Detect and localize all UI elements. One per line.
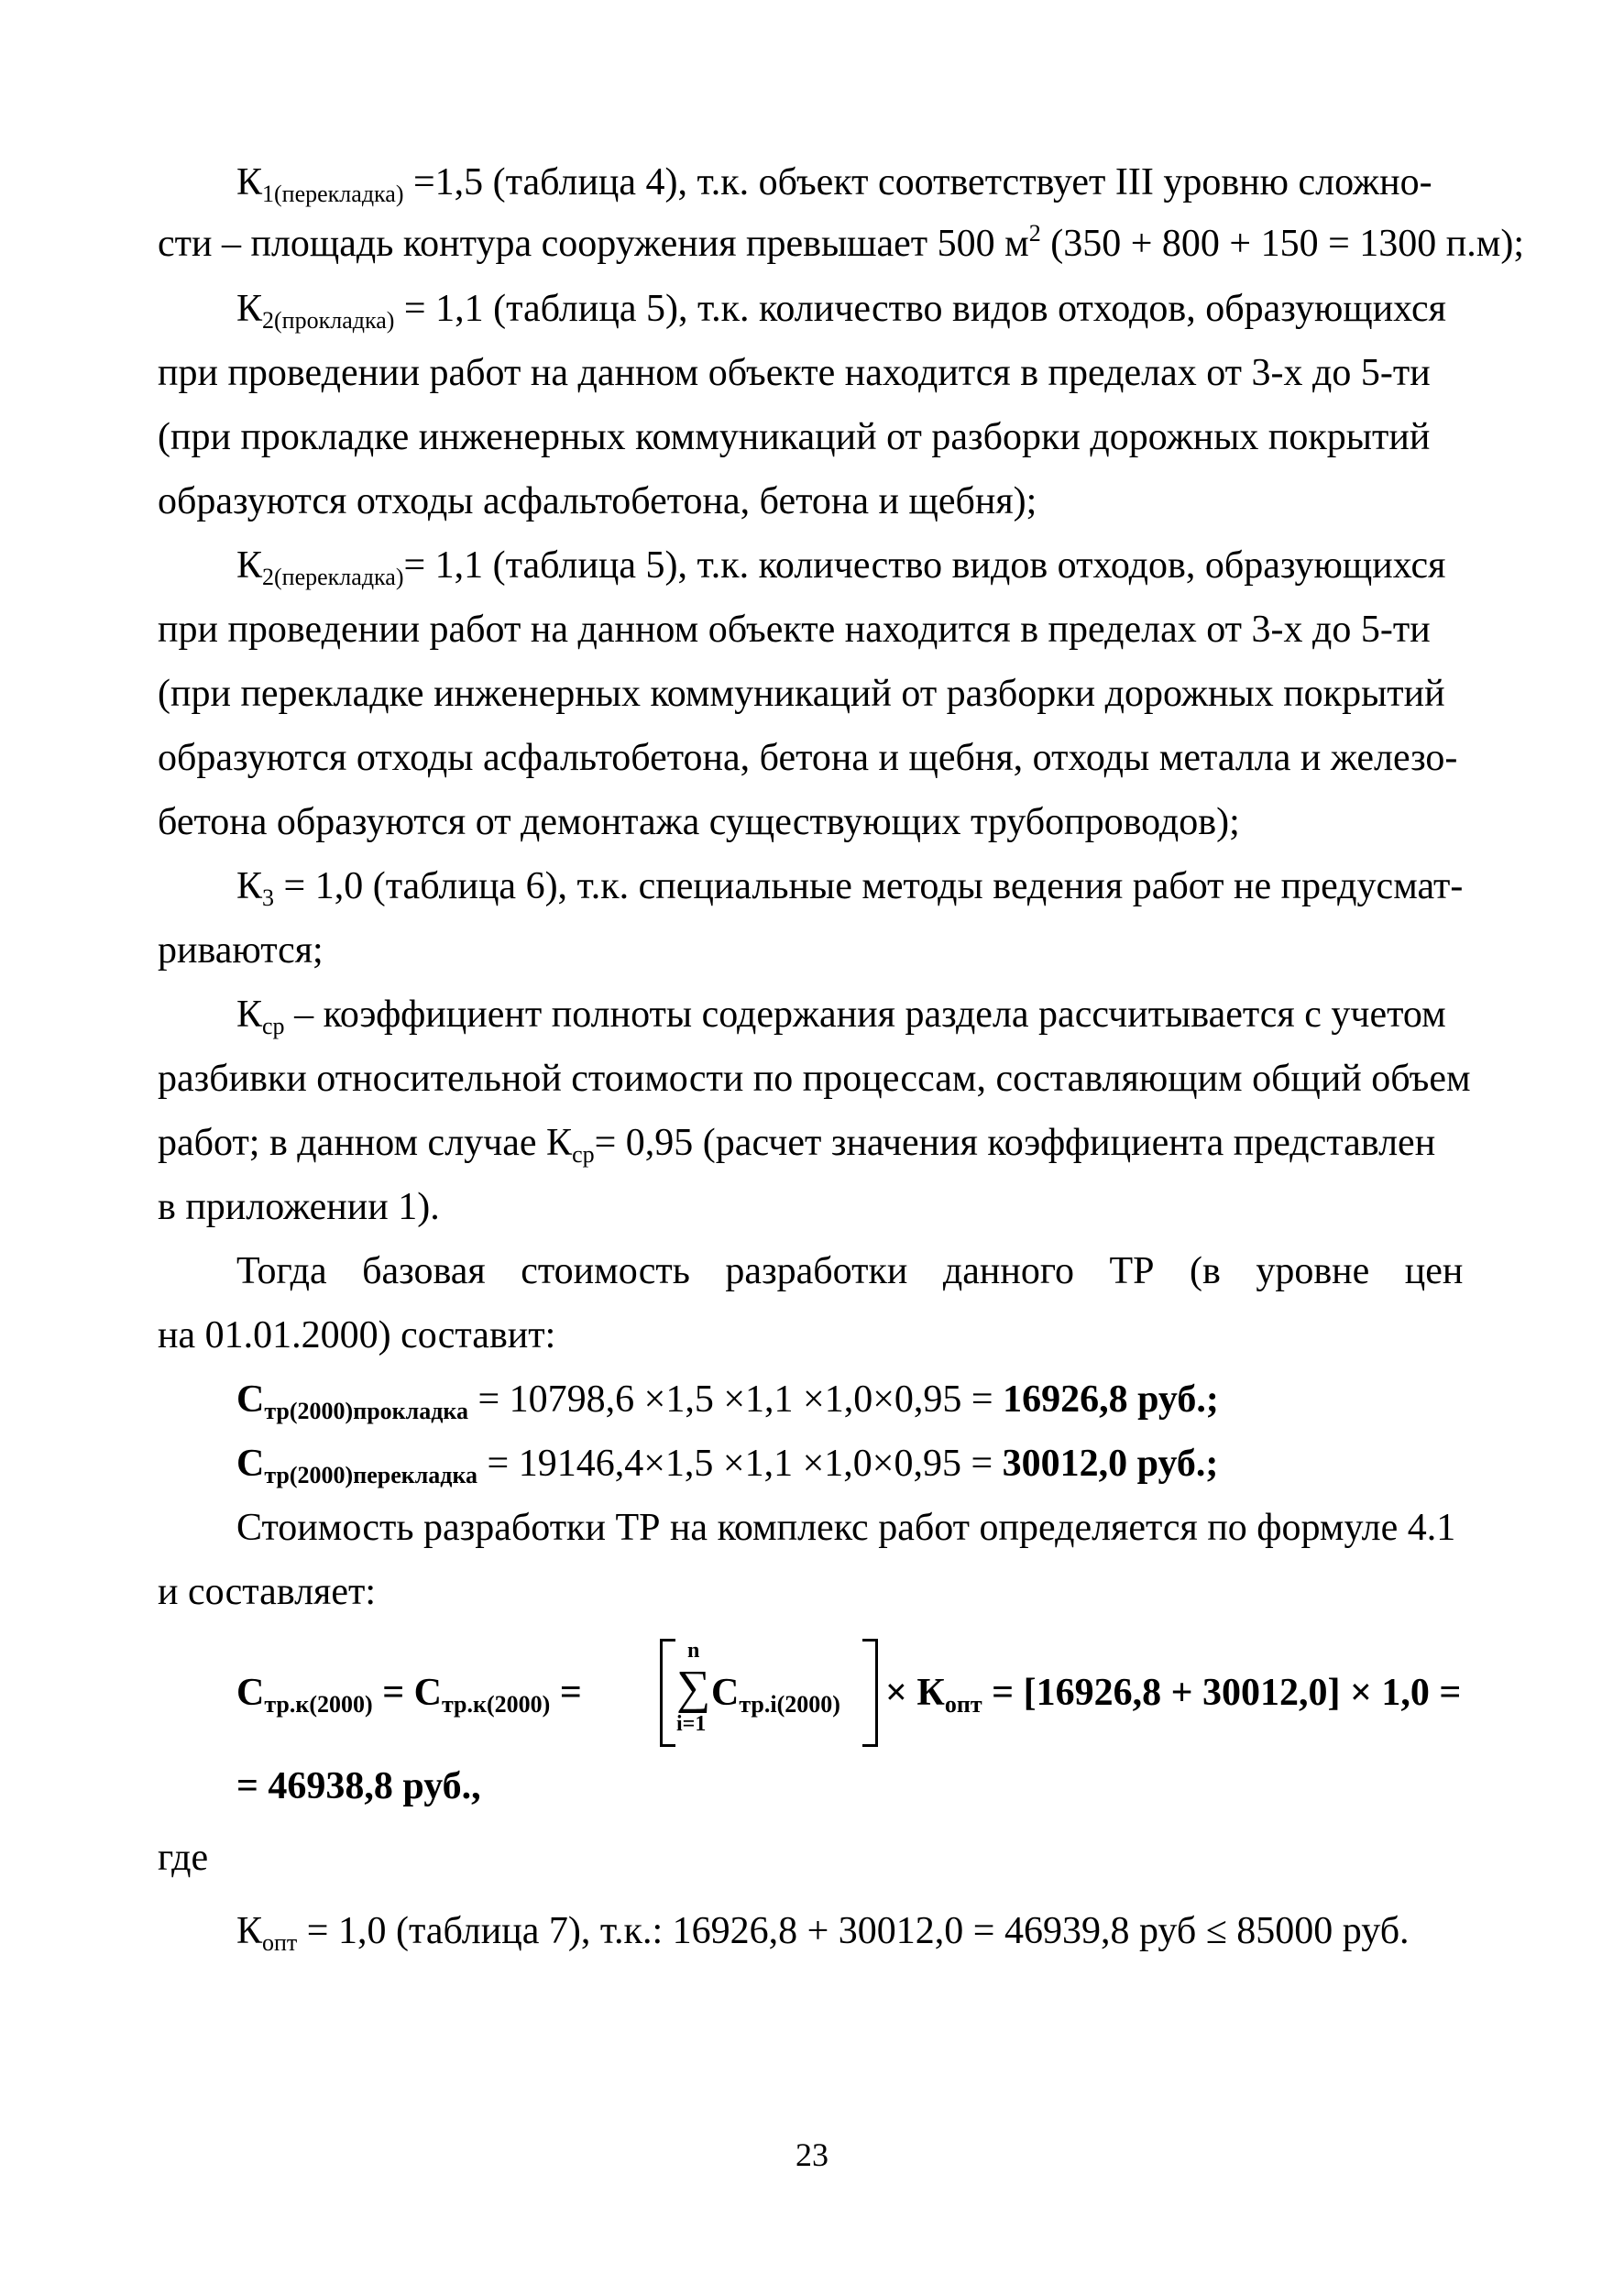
k1-line [236,161,1432,207]
k1-text: =1,5 (таблица 4), т.к. объект соответствует III уровню сложно- [403,161,1432,203]
formula-relaying-result: 30012,0 руб.; [1002,1443,1219,1485]
paragraph-line: при проведении работ на данном объекте находится в пределах от 3-х до 5-ти [158,352,1431,394]
page-number: 23 [796,2136,828,2173]
kopt-text: = 1,0 (таблица 7), т.к.: 16926,8 + 30012,0 = 46939,8 руб ≤ 85000 руб. [297,1910,1410,1952]
k1-symbol: К [236,161,263,203]
formula-laying [236,1378,1219,1424]
area-superscript: 2 [1028,220,1041,247]
equation-result: = 46938,8 руб., [236,1765,481,1807]
k3-line [236,865,1464,911]
k2-relaying-line [236,544,1446,590]
k2-laying-subscript: 2(прокладка) [262,307,395,334]
paragraph-line: и составляет: [158,1571,377,1613]
paragraph-line: (при перекладке инженерных коммуникаций от разборки дорожных покрытий [158,673,1445,715]
right-bracket [862,1639,878,1747]
where-label: где [158,1837,209,1879]
eq-equals-c2: = С [372,1672,442,1714]
paragraph-line: в приложении 1). [158,1186,440,1228]
formula-relaying-symbol: С [236,1443,265,1485]
sigma-symbol: ∑ [676,1662,711,1714]
k2-relaying-symbol: К [236,544,263,587]
eq-kopt-subscript: опт [944,1691,982,1718]
formula-laying-result: 16926,8 руб.; [1003,1378,1219,1421]
formula-relaying-expression: = 19146,4×1,5 ×1,1 ×1,0×0,95 = [477,1443,1003,1485]
area-text-b: (350 + 800 + 150 = 1300 п.м); [1040,223,1525,265]
equation-right [885,1672,1462,1718]
kopt-line [236,1910,1410,1956]
k2-relaying-text: = 1,1 (таблица 5), т.к. количество видов отходов, образующихся [403,544,1446,587]
area-text-a: сти – площадь контура сооружения превышает 500 м [158,223,1029,265]
k2-laying-line [236,288,1446,334]
paragraph-line: разбивки относительной стоимости по процессам, составляющим общий объем [158,1058,1471,1100]
eq-ci-subscript: тр.i(2000) [739,1691,840,1718]
formula-laying-symbol: С [236,1378,265,1421]
then-line: Тогда базовая стоимость разработки данного ТР (в уровне цен [236,1250,1464,1292]
eq-c2-subscript: тр.к(2000) [441,1691,551,1718]
kcp-text: – коэффициент полноты содержания раздела рассчитывается с учетом [284,994,1446,1036]
kcp-subscript: ср [262,1013,285,1039]
area-line [158,220,1525,265]
formula-relaying [236,1443,1219,1488]
paragraph-line: образуются отходы асфальтобетона, бетона и щебня); [158,480,1037,522]
formula-relaying-subscript: тр(2000)перекладка [264,1462,478,1488]
paragraph-line: риваются; [158,929,324,972]
paragraph-line: (при прокладке инженерных коммуникаций от разборки дорожных покрытий [158,416,1431,458]
kopt-symbol: К [236,1910,263,1952]
eq-ci-symbol: С [711,1672,740,1714]
k3-text: = 1,0 (таблица 6), т.к. специальные методы ведения работ не предусмат- [274,865,1464,907]
eq-equals: = [550,1672,582,1714]
eq-times-kopt: × К [885,1672,945,1714]
kcp-value-line [158,1122,1436,1168]
eq-c1-symbol: С [236,1672,265,1714]
formula-laying-expression: = 10798,6 ×1,5 ×1,1 ×1,0×0,95 = [467,1378,1004,1421]
sum-upper-limit: n [687,1639,700,1663]
sum-term [711,1672,840,1718]
paragraph-line: бетона образуются от демонтажа существующих трубопроводов); [158,801,1240,843]
paragraph-line: образуются отходы асфальтобетона, бетона и щебня, отходы металла и железо- [158,737,1458,779]
k3-symbol: К [236,865,263,907]
kcp-symbol: К [236,994,263,1036]
equation-left [236,1672,582,1718]
kopt-subscript: опт [262,1929,298,1956]
kcp-value-text-a: работ; в данном случае К [158,1122,573,1164]
kcp-value-text-b: = 0,95 (расчет значения коэффициента представлен [594,1122,1436,1164]
eq-rest: = [16926,8 + 30012,0] × 1,0 = [982,1672,1462,1714]
formula-laying-subscript: тр(2000)прокладка [264,1398,468,1424]
k2-relaying-subscript: 2(перекладка) [262,564,404,590]
k1-subscript: 1(перекладка) [262,181,404,207]
k2-laying-symbol: К [236,288,263,330]
cost-line: Стоимость разработки ТР на комплекс работ определяется по формуле 4.1 [236,1507,1456,1549]
eq-c1-subscript: тр.к(2000) [264,1691,373,1718]
paragraph-line: на 01.01.2000) составит: [158,1314,556,1356]
kcp-value-subscript: ср [572,1141,595,1168]
kcp-line [236,994,1446,1039]
left-bracket [660,1639,675,1747]
sum-lower-limit: i=1 [676,1712,707,1736]
k3-subscript: 3 [262,884,275,911]
k2-laying-text: = 1,1 (таблица 5), т.к. количество видов отходов, образующихся [394,288,1446,330]
paragraph-line: при проведении работ на данном объекте находится в пределах от 3-х до 5-ти [158,609,1431,651]
